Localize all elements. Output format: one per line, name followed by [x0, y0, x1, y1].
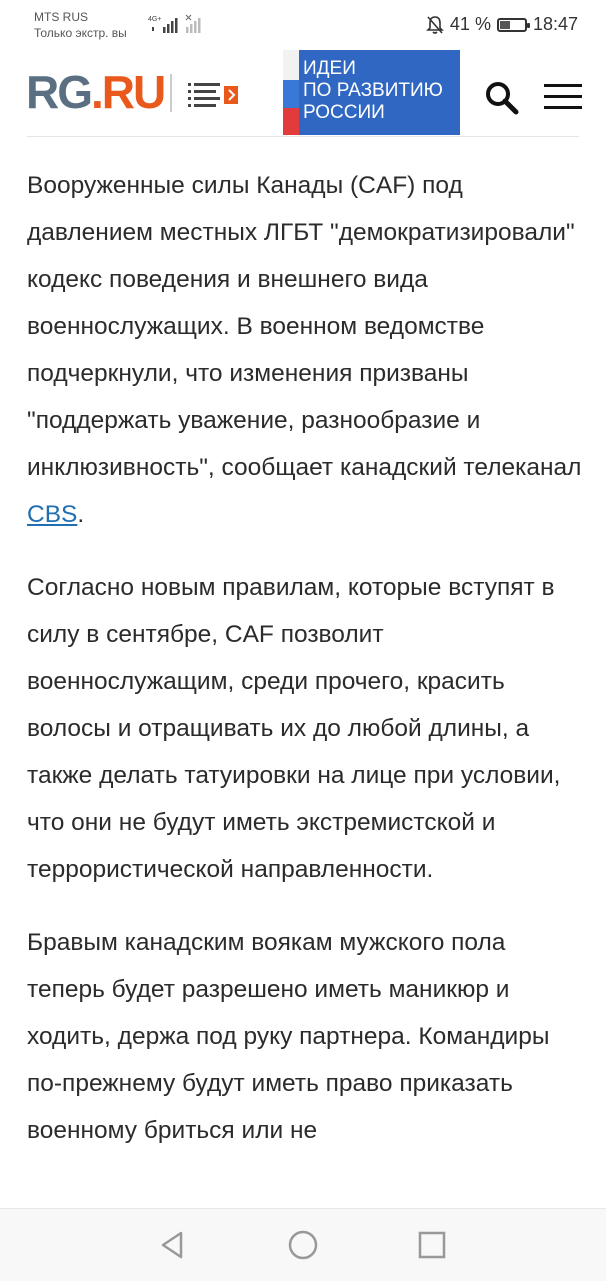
logo-divider — [170, 74, 172, 112]
site-logo[interactable] — [26, 68, 164, 116]
cbs-link[interactable]: CBS — [27, 501, 78, 528]
clock: 18:47 — [532, 14, 578, 34]
article-body — [27, 162, 587, 1208]
article-paragraph-2: Согласно новым правилам, которые вступят в силу в сентябре, CAF позволит военнослужащим, среди прочего, красить волосы и отращивать их до любой длины, а также делать татуировки на лице при условии, что они не будут иметь экстремистской и террористической направленности. — [27, 574, 561, 883]
back-icon[interactable] — [155, 1227, 191, 1263]
status-bar — [0, 0, 606, 50]
site-header — [0, 50, 606, 135]
battery-icon — [497, 18, 527, 32]
battery-percent: 41 % — [449, 14, 491, 34]
recents-icon[interactable] — [414, 1227, 450, 1263]
ideas-banner[interactable] — [283, 50, 460, 135]
status-right — [426, 14, 578, 35]
rubrics-menu-icon[interactable] — [186, 80, 240, 110]
paragraph-1-end: . — [77, 501, 85, 528]
hamburger-menu-icon[interactable] — [542, 82, 584, 112]
article-paragraph-1 — [27, 162, 587, 538]
signal-icon — [148, 13, 210, 35]
flag-stripe-icon — [283, 50, 299, 135]
logo-rg: RG — [26, 66, 91, 118]
carrier-name: MTS RUS — [34, 10, 88, 24]
carrier-note: Только экстр. вы — [34, 26, 127, 40]
logo-ru: .RU — [91, 66, 165, 118]
article-paragraph-3: Бравым канадским воякам мужского пола теперь будет разрешено иметь маникюр и ходить, держа под руку партнера. Командиры по-прежнему будут иметь право приказать военному бриться или не — [27, 929, 550, 1144]
home-icon[interactable] — [285, 1227, 321, 1263]
banner-text: ИДЕИ ПО РАЗВИТИЮ РОССИИ — [303, 58, 443, 123]
search-icon[interactable] — [484, 80, 520, 116]
system-navigation-bar — [0, 1208, 606, 1281]
paragraph-1-text: Вооруженные силы Канады (CAF) под давлением местных ЛГБТ "демократизировали" кодекс поведения и внешнего вида военнослужащих. В военном ведомстве подчеркнули, что изменения призваны "поддержать уважение, разнообразие и инклюзивность", сообщает канадский телеканал — [27, 172, 582, 481]
network-type: 4G+ — [148, 16, 162, 23]
header-divider — [27, 136, 579, 137]
mute-bell-icon — [426, 15, 444, 35]
carrier-info — [34, 9, 127, 41]
